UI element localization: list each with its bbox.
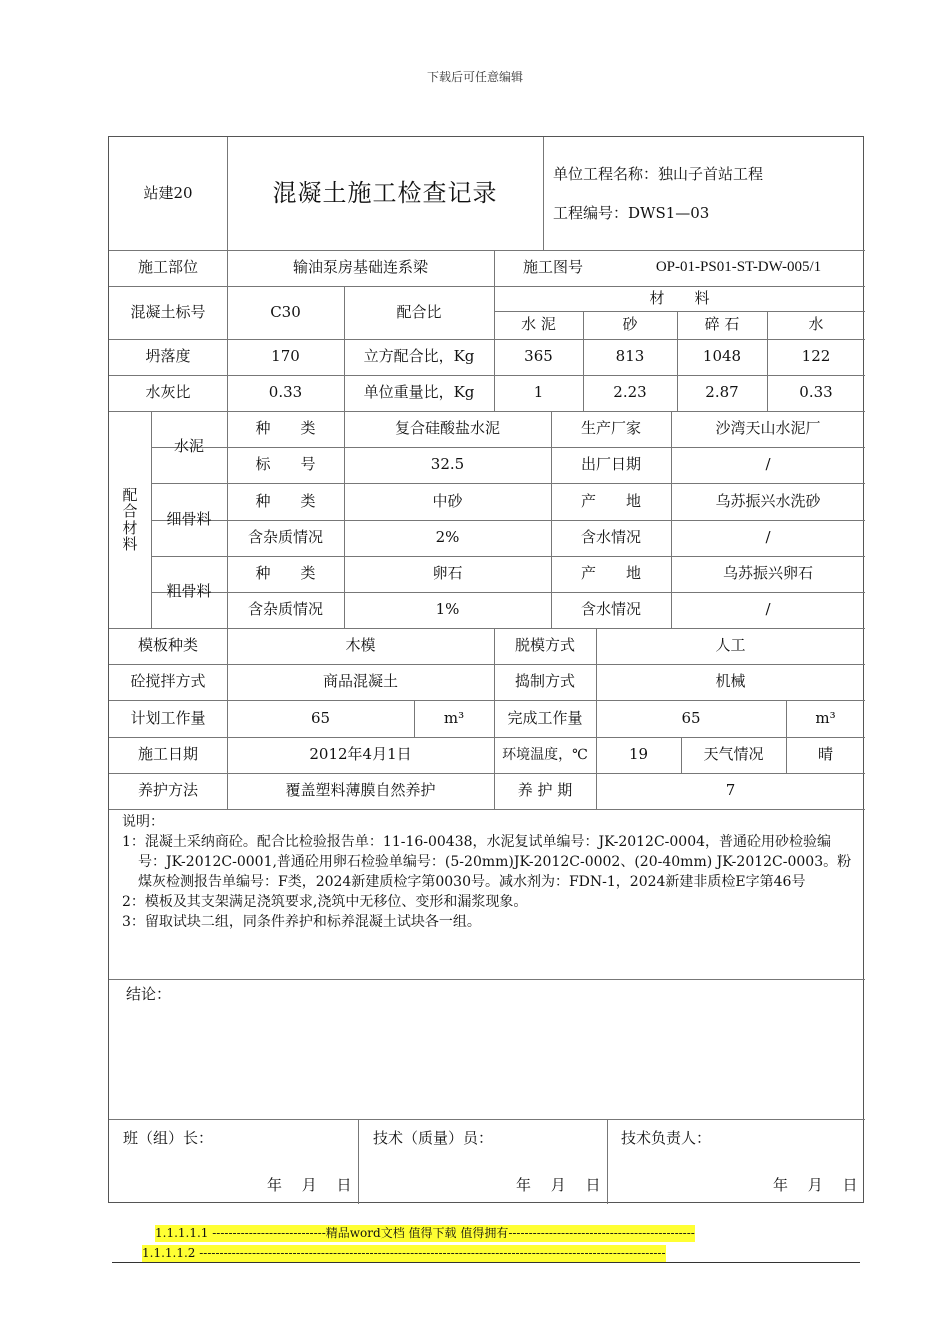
value-tamping-method: 机械 — [715, 672, 746, 691]
value-curing-period: 7 — [725, 781, 736, 800]
cement-grade-value: 32.5 — [430, 455, 465, 474]
label-mixing-method: 砼搅拌方式 — [130, 672, 206, 691]
coarse-moisture-value: / — [765, 600, 771, 619]
label-materials: 材 料 — [649, 288, 710, 307]
sig-team-leader: 班（组）长： — [123, 1129, 214, 1147]
label-demolding: 脱模方式 — [514, 636, 575, 655]
label-cubic-mix: 立方配合比，Kg — [363, 347, 475, 366]
label-weight-ratio: 单位重量比，Kg — [363, 383, 475, 402]
fine-type-value: 中砂 — [432, 491, 463, 510]
value-demolding: 人工 — [715, 636, 746, 655]
cubic-water: 122 — [801, 347, 831, 366]
value-mixing-method: 商品混凝土 — [322, 672, 398, 691]
note-3: 3：留取试块二组，同条件养护和标养混凝土试块各一组。 — [122, 914, 481, 930]
label-formwork-type: 模板种类 — [137, 636, 198, 655]
footer-line-1: 1.1.1.1.1 ----------------------------精品word文档 值得下载 值得拥有---------------------------------------------- — [155, 1226, 695, 1240]
label-curing-method: 养护方法 — [137, 781, 198, 800]
coarse-type-label: 种 类 — [255, 564, 316, 583]
label-construction-part: 施工部位 — [137, 258, 198, 277]
fine-moisture-label: 含水情况 — [580, 528, 641, 547]
label-mix-materials: 配合材料 — [122, 485, 138, 553]
cement-maker-label: 生产厂家 — [580, 419, 641, 438]
note-2: 2：模板及其支架满足浇筑要求,浇筑中无移位、变形和漏浆现象。 — [122, 894, 528, 910]
coarse-impurity-value: 1% — [435, 600, 460, 619]
label-completed-volume: 完成工作量 — [507, 708, 583, 727]
value-formwork-type: 木模 — [345, 636, 376, 655]
header-gravel: 碎 石 — [704, 315, 740, 334]
sig-tech-leader: 技术负责人： — [621, 1129, 712, 1147]
label-ambient-temp: 环境温度，℃ — [502, 746, 588, 763]
label-fine-aggregate: 细骨料 — [166, 509, 212, 528]
fine-moisture-value: / — [765, 528, 771, 547]
unit-planned-volume: m³ — [443, 708, 465, 727]
inspection-form — [108, 136, 864, 1203]
cubic-cement: 365 — [524, 347, 553, 366]
label-drawing-no: 施工图号 — [522, 258, 583, 277]
weight-cement: 1 — [533, 383, 544, 402]
cement-date-value: / — [765, 455, 771, 474]
weight-water: 0.33 — [799, 383, 833, 402]
cubic-gravel: 1048 — [702, 347, 742, 366]
fine-impurity-label: 含杂质情况 — [247, 528, 323, 547]
cement-type-label: 种 类 — [255, 419, 316, 438]
project-number: 工程编号：DWS1—03 — [553, 204, 710, 223]
cubic-sand: 813 — [615, 347, 645, 366]
label-construction-date: 施工日期 — [137, 745, 198, 764]
header-water: 水 — [808, 315, 824, 334]
fine-origin-label: 产 地 — [580, 491, 641, 510]
notes-title: 说明： — [122, 814, 164, 830]
note-1: 1：混凝土采纳商砼。配合比检验报告单：11-16-00438，水泥复试单编号：JK-2012C-0004，普通砼用砂检验编号：JK-2012C-0001,普通砼用卵石检验单编号：(5-20mm)JK-2012C-0002、(20-40mm) JK-2012C-0003。粉煤灰检测报告单编号：F类，2024新建质检字第0030号。减水剂为：FDN-1，2024新建非质检E字第46号 — [122, 834, 852, 890]
fine-impurity-value: 2% — [435, 528, 460, 547]
form-code: 站建20 — [143, 183, 193, 202]
coarse-moisture-label: 含水情况 — [580, 600, 641, 619]
coarse-origin-value: 乌苏振兴卵石 — [722, 564, 813, 583]
unit-project-name: 单位工程名称：独山子首站工程 — [553, 165, 764, 184]
value-construction-date: 2012年4月1日 — [309, 745, 412, 764]
coarse-type-value: 卵石 — [432, 564, 463, 583]
cement-date-label: 出厂日期 — [580, 455, 641, 474]
date-tech-leader: 年 月 日 — [773, 1176, 858, 1194]
label-mix-ratio: 配合比 — [396, 302, 442, 321]
value-ambient-temp: 19 — [628, 745, 649, 764]
label-slump: 坍落度 — [145, 347, 191, 366]
value-curing-method: 覆盖塑料薄膜自然养护 — [285, 781, 436, 800]
value-weather: 晴 — [817, 745, 833, 764]
label-weather: 天气情况 — [703, 745, 764, 764]
cement-type-value: 复合硅酸盐水泥 — [394, 419, 500, 438]
header-cement: 水 泥 — [521, 315, 556, 334]
fine-type-label: 种 类 — [255, 491, 316, 510]
weight-sand: 2.23 — [613, 383, 647, 402]
form-title: 混凝土施工检查记录 — [272, 178, 498, 207]
label-concrete-grade: 混凝土标号 — [130, 302, 206, 321]
cement-grade-label: 标 号 — [255, 455, 316, 474]
notes-section — [122, 812, 857, 932]
sig-tech-quality: 技术（质量）员： — [373, 1129, 494, 1147]
label-cement: 水泥 — [173, 437, 204, 456]
value-completed-volume: 65 — [681, 708, 701, 727]
footer-line-2: 1.1.1.1.2 ------------------------------------------------------------------------------------------------------------------- — [142, 1246, 666, 1260]
value-concrete-grade: C30 — [270, 302, 301, 321]
date-team-leader: 年 月 日 — [267, 1176, 352, 1194]
label-curing-period: 养 护 期 — [517, 781, 573, 800]
value-planned-volume: 65 — [310, 708, 331, 727]
unit-completed-volume: m³ — [815, 708, 836, 727]
label-planned-volume: 计划工作量 — [130, 708, 206, 727]
value-wc-ratio: 0.33 — [268, 383, 303, 402]
label-tamping-method: 捣制方式 — [514, 672, 575, 691]
footer-rule — [112, 1262, 860, 1263]
label-wc-ratio: 水灰比 — [145, 383, 191, 402]
cement-maker-value: 沙湾天山水泥厂 — [715, 419, 821, 438]
coarse-impurity-label: 含杂质情况 — [247, 600, 323, 619]
conclusion-label: 结论： — [126, 985, 172, 1003]
date-tech-quality: 年 月 日 — [516, 1176, 601, 1194]
label-coarse-aggregate: 粗骨料 — [166, 582, 212, 601]
value-construction-part: 输油泵房基础连系梁 — [292, 258, 428, 277]
value-slump: 170 — [271, 347, 300, 366]
fine-origin-value: 乌苏振兴水洗砂 — [715, 491, 821, 510]
page-header: 下载后可任意编辑 — [426, 70, 523, 84]
weight-gravel: 2.87 — [705, 383, 739, 402]
coarse-origin-label: 产 地 — [580, 564, 641, 583]
header-sand: 砂 — [622, 315, 638, 334]
value-drawing-no: OP-01-PS01-ST-DW-005/1 — [655, 259, 822, 276]
